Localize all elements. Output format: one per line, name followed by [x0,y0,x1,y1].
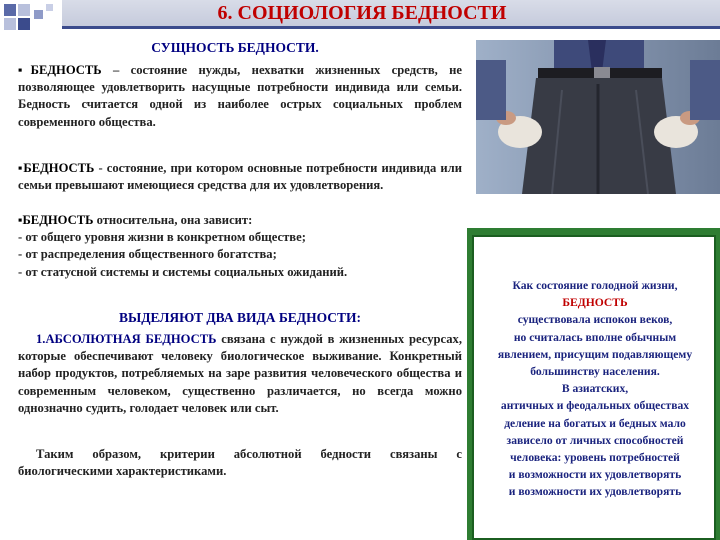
definition-2: ▪БЕДНОСТЬ - состояние, при котором основные потребности индивида или семьи превышают имеющиеся средства для их удовлетворения. [18,161,462,193]
history-line: античных и феодальных обществах [500,399,690,413]
relative-item: - от распределения общественного богатства; [18,247,277,262]
history-keyword: БЕДНОСТЬ [562,296,628,310]
history-line: деление на богатых и бедных мало [504,416,686,430]
photo-empty-pockets [476,40,720,194]
decorative-squares [0,0,60,34]
absolute-conclusion: Таким образом, критерии абсолютной бедности связаны с биологическими характеристиками. [18,447,462,479]
absolute-text: связана с нуждой в жизненных ресурсах, которые обеспечивают человеку биологическое выживание. Конкретный набор продуктов, потребляемых на заре развития человеческого общества и современным человеком, существенно различается, но всегда можно однозначно судить, голодает человек или сыт. [18,332,462,415]
relative-term: БЕДНОСТЬ [22,213,94,227]
absolute-poverty [18,331,462,417]
history-line: но считалась вполне обычным [513,330,677,344]
definition-2-term: БЕДНОСТЬ [23,161,95,175]
history-line: зависело от личных способностей [506,433,684,447]
absolute-term: 1.АБСОЛЮТНАЯ БЕДНОСТЬ [36,332,217,346]
history-line: существовала испокон веков, [517,313,673,327]
history-line: явлением, присущим подавляющему [497,347,693,361]
types-heading: ВЫДЕЛЯЮТ ДВА ВИДА БЕДНОСТИ: [118,310,362,325]
definition-1: ▪БЕДНОСТЬ – состояние нужды, нехватки жизненных средств, не позволяющее удовлетворить насущные потребности индивида или семьи. Бедность считается одной из наиболее острых социальных проблем современного общества. [18,63,462,129]
definition-1-term: БЕДНОСТЬ [30,63,102,77]
essence-heading: СУЩНОСТЬ БЕДНОСТИ. [151,40,319,55]
history-line: человека: уровень потребностей [510,451,680,465]
history-box [467,228,720,540]
relative-item: - от общего уровня жизни в конкретном обществе; [18,230,306,245]
relative-text: относительна, она зависит: [93,213,253,227]
history-line: Как состояние голодной жизни, [512,279,678,292]
history-box-inner [472,235,716,540]
history-line: большинству населения. [530,365,660,379]
definition-2-text: - состояние, при котором основные потребности индивида или семьи превышают имеющиеся средства для их удовлетворения. [18,161,462,193]
history-text [480,277,710,501]
history-line: и возможности их удовлетворять [508,485,682,499]
relative-item: - от статусной системы и системы социальных ожиданий. [18,264,348,279]
history-line: В азиатских, [561,382,629,396]
definition-1-text: – состояние нужды, нехватки жизненных средств, не позволяющее удовлетворить насущные потребности индивида или семьи. Бедность считается одной из наиболее острых социальных проблем современного общества. [18,63,462,129]
relative-poverty: ▪БЕДНОСТЬ относительна, она зависит: - от общего уровня жизни в конкретном обществе; - от распределения общественного богатства; - от статусной системы и системы социальных ожиданий. [18,212,462,281]
history-line: и возможности их удовлетворять [508,468,682,482]
page-title: 6. СОЦИОЛОГИЯ БЕДНОСТИ [217,2,507,24]
